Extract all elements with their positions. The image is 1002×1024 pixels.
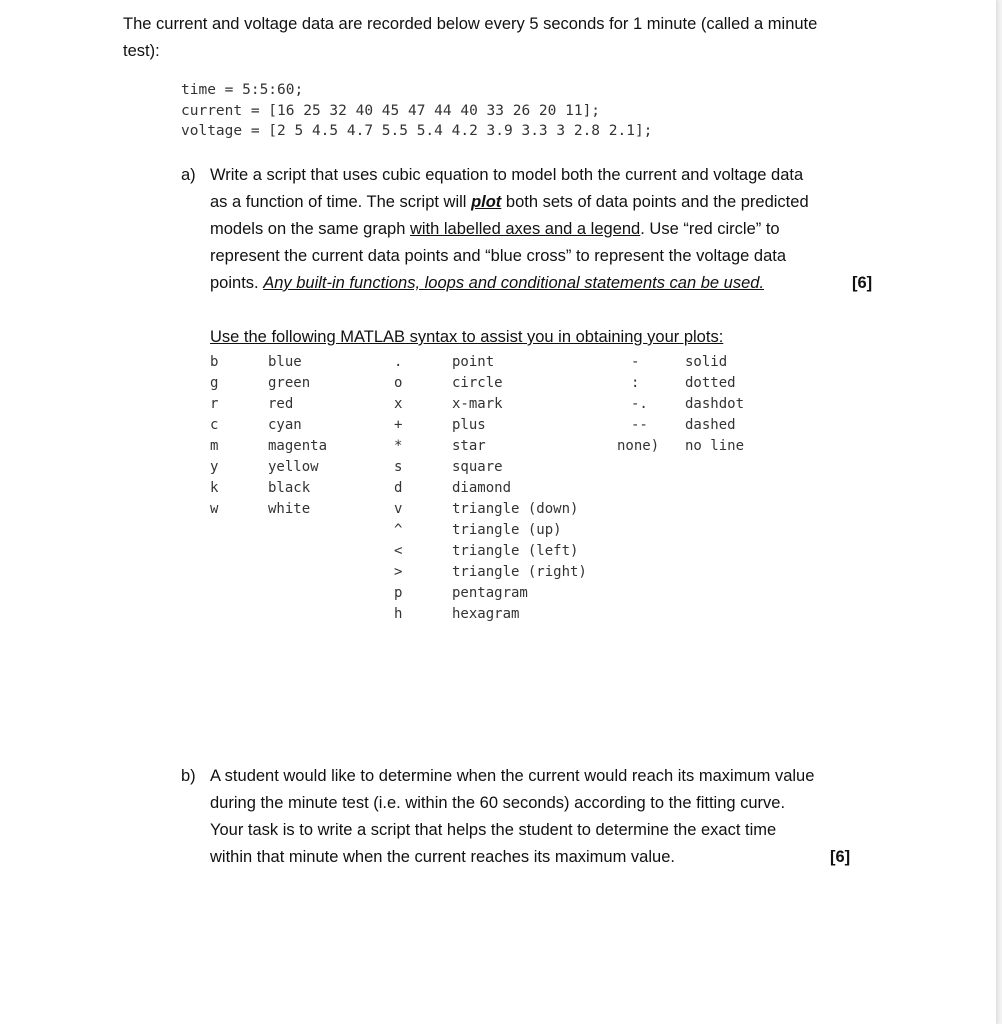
markers-code-1: o (394, 375, 403, 391)
question-a-line-1: Write a script that uses cubic equation to model both the current and voltage data (210, 166, 804, 184)
markers-code-11: p (394, 585, 403, 601)
markers-name-12: hexagram (452, 606, 520, 622)
intro-paragraph (123, 11, 883, 65)
markers-name-2: x-mark (452, 396, 503, 412)
markers-code-0: . (394, 354, 403, 370)
plot-emphasis: plot (471, 193, 502, 211)
colors-name-3: cyan (268, 417, 302, 433)
axes-legend-emphasis: with labelled axes and a legend (409, 220, 641, 238)
colors-name-5: yellow (268, 459, 319, 475)
lines-name-1: dotted (685, 375, 736, 391)
markers-code-8: ^ (394, 522, 403, 538)
code-line-voltage: voltage = [2 5 4.5 4.7 5.5 5.4 4.2 3.9 3.3 3 2.8 2.1]; (181, 123, 653, 139)
colors-name-1: green (268, 375, 311, 391)
question-a-marks: [6] (852, 274, 873, 292)
markers-name-3: plus (452, 417, 486, 433)
lines-code-0: - (631, 354, 640, 370)
question-a-line-3-start: models on the same graph (210, 220, 406, 238)
markers-code-10: > (394, 564, 403, 580)
markers-code-9: < (394, 543, 403, 559)
markers-name-5: square (452, 459, 503, 475)
question-b-line-2: during the minute test (i.e. within the 60 seconds) according to the fitting curve. (210, 794, 786, 812)
markers-name-7: triangle (down) (452, 501, 579, 517)
lines-name-3: dashed (685, 417, 736, 433)
colors-code-2: r (210, 396, 219, 412)
builtin-note: Any built-in functions, loops and conditional statements can be used. (263, 274, 765, 292)
colors-code-6: k (210, 480, 219, 496)
colors-name-0: blue (268, 354, 302, 370)
question-b-label: b) (181, 767, 196, 785)
markers-code-6: d (394, 480, 403, 496)
colors-name-4: magenta (268, 438, 328, 454)
question-a-line-2-start: as a function of time. The script will (210, 193, 467, 211)
syntax-table-title: Use the following MATLAB syntax to assist you in obtaining your plots: (210, 328, 724, 346)
colors-name-2: red (268, 396, 294, 412)
lines-code-4: none) (617, 438, 660, 454)
question-b-line-1: A student would like to determine when the current would reach its maximum value (210, 767, 815, 785)
markers-code-4: * (394, 438, 403, 454)
colors-code-7: w (210, 501, 219, 517)
markers-name-6: diamond (452, 480, 512, 496)
intro-line-2: test): (123, 42, 160, 60)
markers-name-11: pentagram (452, 585, 528, 601)
markers-name-4: star (452, 438, 486, 454)
code-line-time: time = 5:5:60; (181, 82, 304, 98)
colors-name-6: black (268, 480, 311, 496)
markers-code-7: v (394, 501, 403, 517)
lines-code-2: -. (631, 396, 648, 412)
colors-code-0: b (210, 354, 219, 370)
question-a-line-4: represent the current data points and “blue cross” to represent the voltage data (210, 247, 787, 265)
question-a-line-3-end: . Use “red circle” to (640, 220, 780, 238)
question-a-label: a) (181, 166, 196, 184)
question-b-line-4: within that minute when the current reaches its maximum value. (210, 848, 675, 866)
markers-name-9: triangle (left) (452, 543, 579, 559)
markers-name-0: point (452, 354, 495, 370)
markers-code-5: s (394, 459, 403, 475)
question-a-line-5-start: points. (210, 274, 259, 292)
colors-code-5: y (210, 459, 219, 475)
question-a-line-2-end: both sets of data points and the predicted (505, 193, 809, 211)
colors-name-7: white (268, 501, 311, 517)
markers-code-2: x (394, 396, 403, 412)
lines-name-4: no line (685, 438, 745, 454)
question-a-line-5 (210, 270, 764, 297)
lines-name-0: solid (685, 354, 728, 370)
question-b-marks: [6] (830, 848, 851, 866)
question-a-line-3 (210, 216, 780, 243)
colors-code-1: g (210, 375, 219, 391)
markers-code-3: + (394, 417, 403, 433)
markers-name-10: triangle (right) (452, 564, 587, 580)
lines-code-3: -- (631, 417, 648, 433)
lines-name-2: dashdot (685, 396, 745, 412)
markers-name-1: circle (452, 375, 503, 391)
question-a-line-2 (210, 189, 809, 216)
code-line-current: current = [16 25 32 40 45 47 44 40 33 26 20 11]; (181, 103, 601, 119)
markers-name-8: triangle (up) (452, 522, 562, 538)
markers-code-12: h (394, 606, 403, 622)
question-b-line-3: Your task is to write a script that helps the student to determine the exact time (210, 821, 777, 839)
lines-code-1: : (631, 375, 640, 391)
colors-code-4: m (210, 438, 219, 454)
intro-line-1: The current and voltage data are recorded below every 5 seconds for 1 minute (called a minute (123, 15, 818, 33)
colors-code-3: c (210, 417, 219, 433)
